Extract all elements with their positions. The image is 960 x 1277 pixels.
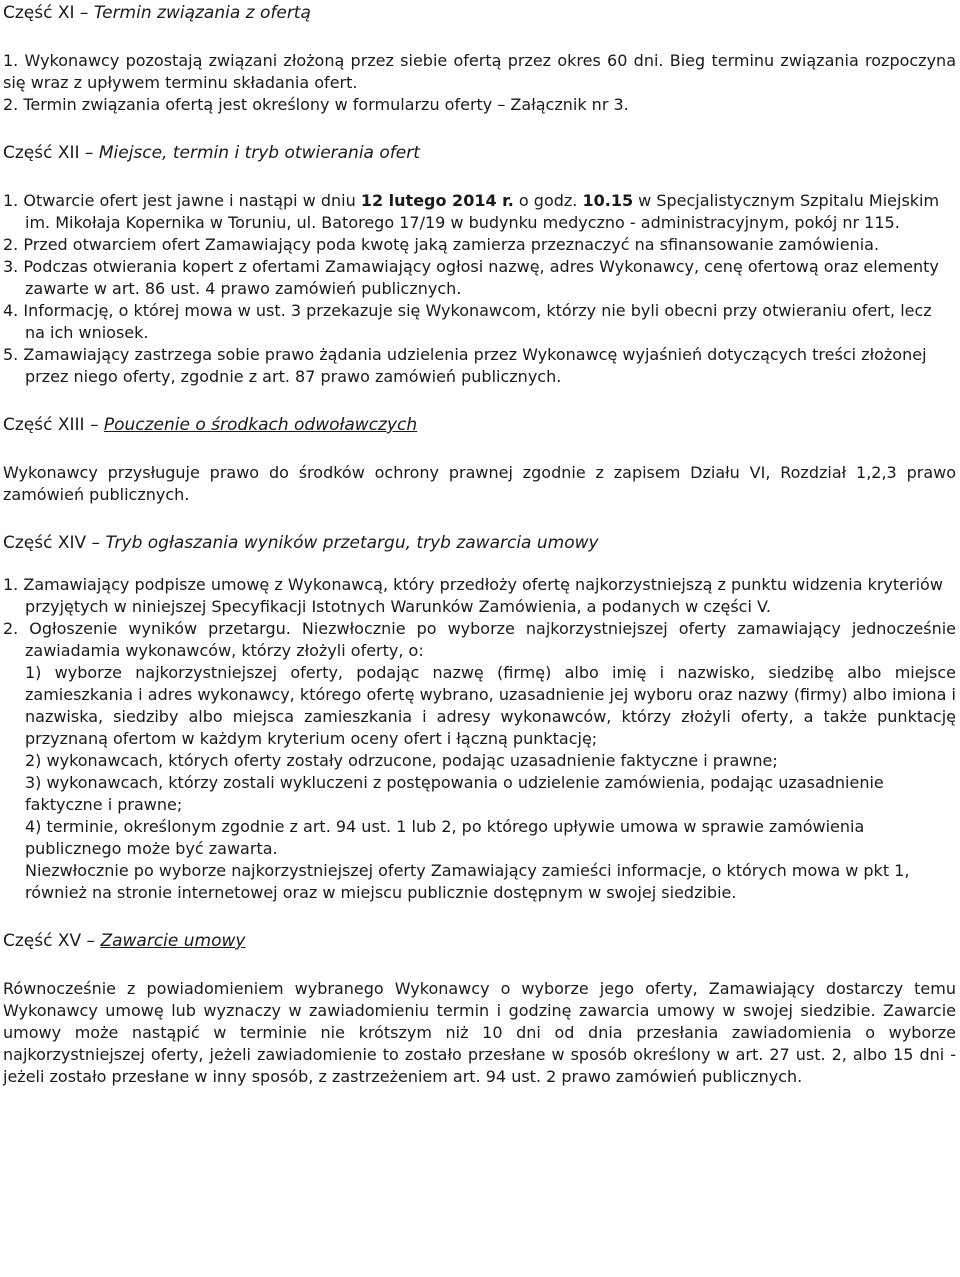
part-xiv-subitem-1: 1) wyborze najkorzystniejszej oferty, podając nazwę (firmę) albo imię i nazwisko, siedzibę albo miejsce zamieszkania i adres wykonawcy, którego ofertę wybrano, uzasadnienie jej wyboru oraz nazwy (firmy) albo imiona i nazwiska, siedziby albo miejsca zamieszkania i adresy wykonawców, którzy złożyli oferty, a także punktację przyznaną ofertom w każdym kryterium oceny ofert i łączną punktację;	[25, 663, 956, 748]
part-xiv-subitem-3: 3) wykonawcach, którzy zostali wykluczeni z postępowania o udzielenie zamówienia, podając uzasadnienie faktyczne i prawne;	[25, 773, 884, 814]
part-xiv-item-2: 2. Ogłoszenie wyników przetargu. Niezwłocznie po wyborze najkorzystniejszej oferty zamawiający jednocześnie zawiadamia wykonawców, którzy złożyli oferty, o:	[3, 619, 956, 660]
part-xv-text: Równocześnie z powiadomieniem wybranego Wykonawcy o wyborze jego oferty, Zamawiający dostarczy temu Wykonawcy umowę lub wyznaczy w zawiadomieniu termin i godzinę zawarcia umowy w swojej siedzibie. Zawarcie umowy może nastąpić w terminie nie krótszym niż 10 dni od dnia przesłania zawiadomienia o wyborze najkorzystniejszej oferty, jeżeli zawiadomienie to zostało przesłane w sposób określony w art. 27 ust. 2, albo 15 dni - jeżeli zostało przesłane w inny sposób, z zastrzeżeniem art. 94 ust. 2 prawo zamówień publicznych.	[3, 979, 956, 1086]
part-xii-item-2: 2. Przed otwarciem ofert Zamawiający poda kwotę jaką zamierza przeznaczyć na sfinansowanie zamówienia.	[3, 235, 880, 254]
part-xii-item-1: 1. Otwarcie ofert jest jawne i nastąpi w dniu 12 lutego 2014 r. o godz. 10.15 w Specjalistycznym Szpitalu Miejskim im. Mikołaja Kopernika w Toruniu, ul. Batorego 17/19 w budynku medyczno - administracyjnym, pokój nr 115.	[3, 191, 940, 232]
part-xii-item-5: 5. Zamawiający zastrzega sobie prawo żądania udzielenia przez Wykonawcę wyjaśnień dotyczących treści złożonej przez niego oferty, zgodnie z art. 87 prawo zamówień publicznych.	[3, 345, 927, 386]
part-xiv-item-1: 1. Zamawiający podpisze umowę z Wykonawcą, który przedłoży ofertę najkorzystniejszą z punktu widzenia kryteriów przyjętych w niniejszej Specyfikacji Istotnych Warunków Zamówienia, a podanych w części V.	[3, 575, 943, 616]
part-xiv-final: Niezwłocznie po wyborze najkorzystniejszej oferty Zamawiający zamieści informacje, o których mowa w pkt 1, również na stronie internetowej oraz w miejscu publicznie dostępnym w swojej siedzibie.	[25, 861, 910, 902]
part-xv-heading: Część XV – Zawarcie umowy	[3, 931, 246, 951]
part-xiv-subitem-2: 2) wykonawcach, których oferty zostały odrzucone, podając uzasadnienie faktyczne i prawne;	[25, 751, 778, 770]
part-xii-item-4: 4. Informację, o której mowa w ust. 3 przekazuje się Wykonawcom, którzy nie byli obecni przy otwieraniu ofert, lecz na ich wniosek.	[3, 301, 932, 342]
part-xi-heading: Część XI – Termin związania z ofertą	[3, 3, 311, 23]
part-xiii-text: Wykonawcy przysługuje prawo do środków ochrony prawnej zgodnie z zapisem Działu VI, Rozdział 1,2,3 prawo zamówień publicznych.	[3, 463, 956, 504]
part-xiii-heading: Część XIII – Pouczenie o środkach odwoławczych	[3, 415, 418, 435]
part-xii-item-3: 3. Podczas otwierania kopert z ofertami Zamawiający ogłosi nazwę, adres Wykonawcy, cenę ofertową oraz elementy zawarte w art. 86 ust. 4 prawo zamówień publicznych.	[3, 257, 939, 298]
part-xi-item-2: 2. Termin związania ofertą jest określony w formularzu oferty – Załącznik nr 3.	[3, 95, 629, 114]
part-xiv-heading: Część XIV – Tryb ogłaszania wyników przetargu, tryb zawarcia umowy	[3, 533, 599, 553]
part-xi-item-1: 1. Wykonawcy pozostają związani złożoną przez siebie ofertą przez okres 60 dni. Bieg terminu związania rozpoczyna się wraz z upływem terminu składania ofert.	[3, 51, 956, 92]
part-xii-heading: Część XII – Miejsce, termin i tryb otwierania ofert	[3, 143, 420, 163]
part-xiv-subitem-4: 4) terminie, określonym zgodnie z art. 94 ust. 1 lub 2, po którego upływie umowa w sprawie zamówienia publicznego może być zawarta.	[25, 817, 865, 858]
